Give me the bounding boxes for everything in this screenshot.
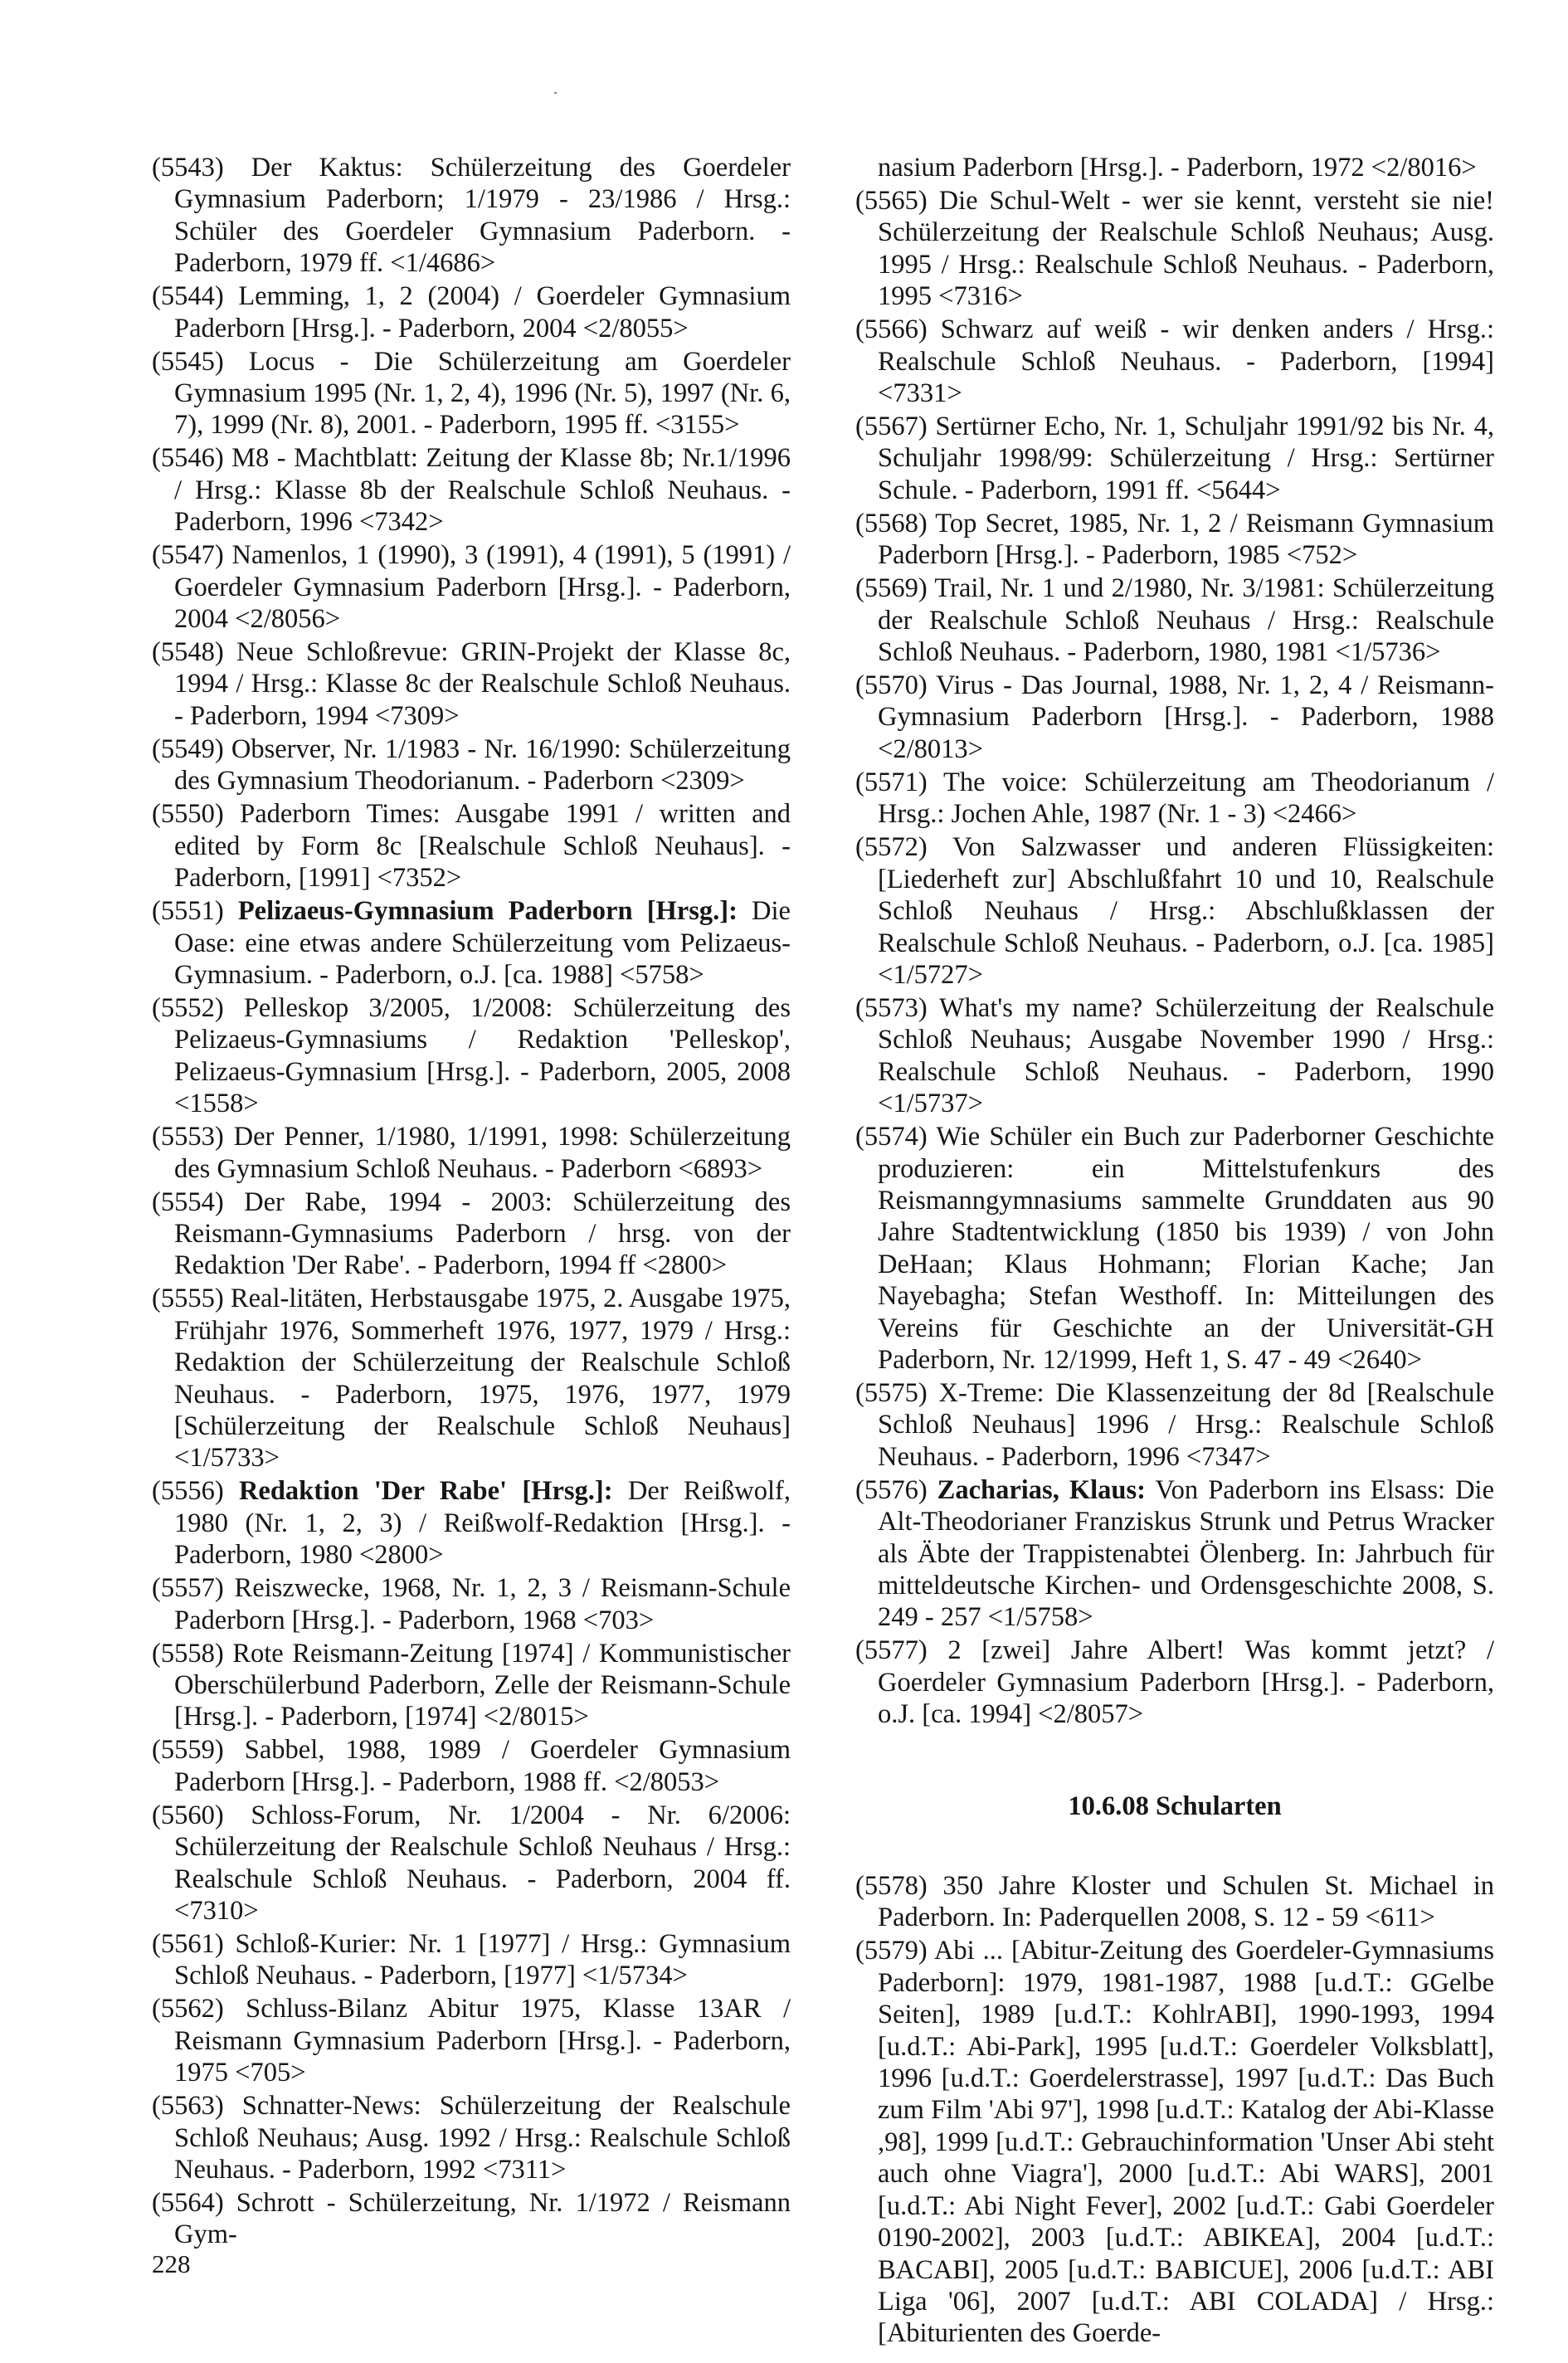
bibliography-entry: (5557) Reiszwecke, 1968, Nr. 1, 2, 3 / Reismann-Schule Paderborn [Hrsg.]. - Paderborn, 1968 <703>	[152, 1573, 791, 1635]
bibliography-entry: (5563) Schnatter-News: Schülerzeitung der Realschule Schloß Neuhaus; Ausg. 1992 / Hrsg.: Realschule Schloß Neuhaus. - Paderborn, 1992 <7311>	[152, 2091, 791, 2185]
bibliography-entry: (5569) Trail, Nr. 1 und 2/1980, Nr. 3/1981: Schülerzeitung der Realschule Schloß Neuhaus / Hrsg.: Realschule Schloß Neuhaus. - Paderborn, 1980, 1981 <1/5736>	[855, 573, 1494, 668]
bibliography-entry: (5561) Schloß-Kurier: Nr. 1 [1977] / Hrsg.: Gymnasium Schloß Neuhaus. - Paderborn, [1977] <1/5734>	[152, 1929, 791, 1991]
right-column-entries-top	[855, 152, 1494, 1731]
section-heading: 10.6.08 Schularten	[1068, 1791, 1282, 1821]
entry-author: Pelizaeus-Gymnasium Paderborn [Hrsg.]:	[237, 896, 738, 927]
bibliography-entry: (5552) Pelleskop 3/2005, 1/2008: Schülerzeitung des Pelizaeus-Gymnasiums / Redaktion 'Pelleskop', Pelizaeus-Gymnasium [Hrsg.]. - Paderborn, 2005, 2008 <1558>	[152, 992, 791, 1119]
bibliography-entry: (5571) The voice: Schülerzeitung am Theodorianum / Hrsg.: Jochen Ahle, 1987 (Nr. 1 - 3) <2466>	[855, 767, 1494, 830]
entry-author: Redaktion 'Der Rabe' [Hrsg.]:	[238, 1476, 613, 1507]
right-column	[855, 152, 1494, 2351]
bibliography-entry: (5553) Der Penner, 1/1980, 1/1991, 1998: Schülerzeitung des Gymnasium Schloß Neuhaus. - Paderborn <6893>	[152, 1122, 791, 1184]
scan-mark	[554, 92, 557, 94]
entry-number: (5551)	[152, 896, 238, 927]
bibliography-entry: (5543) Der Kaktus: Schülerzeitung des Goerdeler Gymnasium Paderborn; 1/1979 - 23/1986 / Hrsg.: Schüler des Goerdeler Gymnasium Paderborn. - Paderborn, 1979 ff. <1/4686>	[152, 153, 791, 279]
bibliography-entry: (5548) Neue Schloßrevue: GRIN-Projekt der Klasse 8c, 1994 / Hrsg.: Klasse 8c der Realschule Schloß Neuhaus. - Paderborn, 1994 <7309>	[152, 637, 791, 731]
bibliography-entry	[152, 1475, 791, 1571]
bibliography-entry: (5564) Schrott - Schülerzeitung, Nr. 1/1972 / Reismann Gym-	[152, 2188, 791, 2250]
entry-number: (5556)	[152, 1476, 239, 1507]
bibliography-entry: (5550) Paderborn Times: Ausgabe 1991 / written and edited by Form 8c [Realschule Schloß Neuhaus]. - Paderborn, [1991] <7352>	[152, 799, 791, 894]
bibliography-entry	[152, 895, 791, 991]
bibliography-entry: (5558) Rote Reismann-Zeitung [1974] / Kommunistischer Oberschülerbund Paderborn, Zelle der Reismann-Schule [Hrsg.]. - Paderborn, [1974] <2/8015>	[152, 1638, 791, 1732]
bibliography-entry: (5546) M8 - Machtblatt: Zeitung der Klasse 8b; Nr.1/1996 / Hrsg.: Klasse 8b der Realschule Schloß Neuhaus. - Paderborn, 1996 <7342>	[152, 443, 791, 538]
entry-text: Die Oase: eine etwas andere Schülerzeitung vom Pelizaeus-Gymnasium. - Paderborn, o.J. [ca. 1988] <5758>	[174, 896, 791, 990]
right-column-entries-bottom	[855, 1870, 1494, 2350]
bibliography-entry: (5549) Observer, Nr. 1/1983 - Nr. 16/1990: Schülerzeitung des Gymnasium Theodorianum. - Paderborn <2309>	[152, 733, 791, 797]
page-number: 228	[152, 2249, 191, 2278]
bibliography-entry: (5566) Schwarz auf weiß - wir denken anders / Hrsg.: Realschule Schloß Neuhaus. - Paderborn, [1994] <7331>	[855, 314, 1494, 409]
bibliography-entry: (5555) Real-litäten, Herbstausgabe 1975, 2. Ausgabe 1975, Frühjahr 1976, Sommerheft 1976, 1977, 1979 / Hrsg.: Redaktion der Schülerzeitung der Realschule Schloß Neuhaus. - Paderborn, 1975, 1976, 1977, 1979 [Schülerzeitung der Realschule Schloß Neuhaus] <1/5733>	[152, 1284, 791, 1474]
bibliography-entry: (5572) Von Salzwasser und anderen Flüssigkeiten: [Liederheft zur] Abschlußfahrt 10 und 10, Realschule Schloß Neuhaus / Hrsg.: Abschlußklassen der Realschule Schloß Neuhaus. - Paderborn, o.J. [ca. 1985] <1/5727>	[855, 832, 1494, 990]
bibliography-entry: (5554) Der Rabe, 1994 - 2003: Schülerzeitung des Reismann-Gymnasiums Paderborn / hrsg. von der Redaktion 'Der Rabe'. - Paderborn, 1994 ff <2800>	[152, 1186, 791, 1281]
bibliography-entry: (5567) Sertürner Echo, Nr. 1, Schuljahr 1991/92 bis Nr. 4, Schuljahr 1998/99: Schülerzeitung / Hrsg.: Sertürner Schule. - Paderborn, 1991 ff. <5644>	[855, 412, 1494, 505]
bibliography-entry: (5577) 2 [zwei] Jahre Albert! Was kommt jetzt? / Goerdeler Gymnasium Paderborn [Hrsg.]. - Paderborn, o.J. [ca. 1994] <2/8057>	[855, 1635, 1494, 1730]
bibliography-entry: (5579) Abi ... [Abitur-Zeitung des Goerdeler-Gymnasiums Paderborn]: 1979, 1981-1987, 1988 [u.d.T.: GGelbe Seiten], 1989 [u.d.T.: KohlrABI], 1990-1993, 1994 [u.d.T.: Abi-Park], 1995 [u.d.T.: Goerdeler Volksblatt], 1996 [u.d.T.: Goerdelerstrasse], 1997 [u.d.T.: Das Buch zum Film 'Abi 97'], 1998 [u.d.T.: Katalog der Abi-Klasse ,98], 1999 [u.d.T.: Gebrauchinformation 'Unser Abi steht auch ohne Viagra'], 2000 [u.d.T.: Abi WARS], 2001 [u.d.T.: Abi Night Fever], 2002 [u.d.T.: Gabi Goerdeler 0190-2002], 2003 [u.d.T.: ABIKEA], 2004 [u.d.T.: BACABI], 2005 [u.d.T.: BABICUE], 2006 [u.d.T.: ABI Liga '06], 2007 [u.d.T.: ABI COLADA] / Hrsg.: [Abiturienten des Goerde-	[855, 1936, 1494, 2349]
bibliography-entry: (5547) Namenlos, 1 (1990), 3 (1991), 4 (1991), 5 (1991) / Goerdeler Gymnasium Paderborn [Hrsg.]. - Paderborn, 2004 <2/8056>	[152, 540, 791, 635]
entry-number: (5576)	[855, 1474, 937, 1505]
entry-text: Der Reißwolf, 1980 (Nr. 1, 2, 3) / Reißwolf-Redaktion [Hrsg.]. - Paderborn, 1980 <2800>	[174, 1476, 791, 1571]
bibliography-entry-continuation: nasium Paderborn [Hrsg.]. - Paderborn, 1972 <2/8016>	[878, 153, 1477, 183]
bibliography-entry: (5562) Schluss-Bilanz Abitur 1975, Klasse 13AR / Reismann Gymnasium Paderborn [Hrsg.]. - Paderborn, 1975 <705>	[152, 1994, 791, 2088]
bibliography-entry: (5559) Sabbel, 1988, 1989 / Goerdeler Gymnasium Paderborn [Hrsg.]. - Paderborn, 1988 ff. <2/8053>	[152, 1735, 791, 1797]
left-column	[152, 152, 791, 2252]
entry-author: Zacharias, Klaus:	[937, 1474, 1146, 1505]
bibliography-entry: (5578) 350 Jahre Kloster und Schulen St. Michael in Paderborn. In: Paderquellen 2008, S. 12 - 59 <611>	[855, 1871, 1494, 1933]
bibliography-entry: (5573) What's my name? Schülerzeitung der Realschule Schloß Neuhaus; Ausgabe November 1990 / Hrsg.: Realschule Schloß Neuhaus. - Paderborn, 1990 <1/5737>	[855, 992, 1494, 1119]
bibliography-entry: (5574) Wie Schüler ein Buch zur Paderborner Geschichte produzieren: ein Mittelstufenkurs des Reismanngymnasiums sammelte Grunddaten aus 90 Jahre Stadtentwicklung (1850 bis 1939) / von John DeHaan; Klaus Hohmann; Florian Kache; Jan Nayebagha; Stefan Westhoff. In: Mitteilungen des Vereins für Geschichte an der Universität-GH Paderborn, Nr. 12/1999, Heft 1, S. 47 - 49 <2640>	[855, 1122, 1494, 1375]
bibliography-entry: (5568) Top Secret, 1985, Nr. 1, 2 / Reismann Gymnasium Paderborn [Hrsg.]. - Paderborn, 1985 <752>	[855, 508, 1494, 571]
bibliography-entry: (5575) X-Treme: Die Klassenzeitung der 8d [Realschule Schloß Neuhaus] 1996 / Hrsg.: Realschule Schloß Neuhaus. - Paderborn, 1996 <7347>	[855, 1377, 1494, 1472]
bibliography-entry: (5560) Schloss-Forum, Nr. 1/2004 - Nr. 6/2006: Schülerzeitung der Realschule Schloß Neuhaus / Hrsg.: Realschule Schloß Neuhaus. - Paderborn, 2004 ff. <7310>	[152, 1800, 791, 1927]
bibliography-entry: (5565) Die Schul-Welt - wer sie kennt, versteht sie nie! Schülerzeitung der Realschule Schloß Neuhaus; Ausg. 1995 / Hrsg.: Realschule Schloß Neuhaus. - Paderborn, 1995 <7316>	[855, 186, 1494, 312]
entry-text: Von Paderborn ins Elsass: Die Alt-Theodorianer Franziskus Strunk und Petrus Wracker als Äbte der Trappistenabtei Ölenberg. In: Jahrbuch für mitteldeutsche Kirchen- und Ordensgeschichte 2008, S. 249 - 257 <1/5758>	[878, 1474, 1494, 1633]
bibliography-entry: (5570) Virus - Das Journal, 1988, Nr. 1, 2, 4 / Reismann-Gymnasium Paderborn [Hrsg.]. - Paderborn, 1988 <2/8013>	[855, 670, 1494, 764]
bibliography-entry: (5545) Locus - Die Schülerzeitung am Goerdeler Gymnasium 1995 (Nr. 1, 2, 4), 1996 (Nr. 5), 1997 (Nr. 6, 7), 1999 (Nr. 8), 2001. - Paderborn, 1995 ff. <3155>	[152, 346, 791, 441]
bibliography-entry: (5544) Lemming, 1, 2 (2004) / Goerdeler Gymnasium Paderborn [Hrsg.]. - Paderborn, 2004 <2/8055>	[152, 281, 791, 343]
bibliography-entry	[855, 1474, 1494, 1634]
